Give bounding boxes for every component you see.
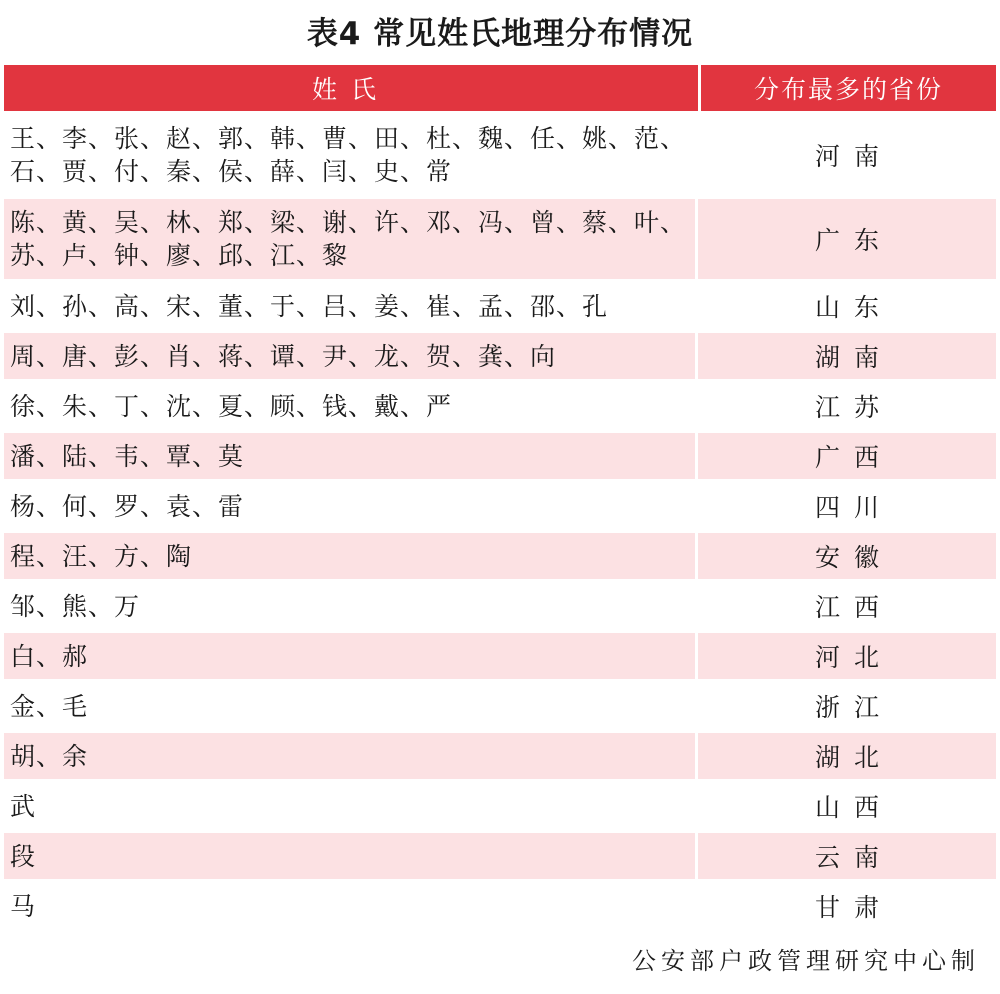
table-row	[4, 683, 996, 729]
table-title: 表4 常见姓氏地理分布情况	[306, 16, 694, 52]
province-cell: 湖南	[814, 343, 893, 372]
province-cell: 浙江	[814, 693, 893, 722]
table-row	[4, 199, 996, 279]
province-cell: 四川	[814, 493, 893, 522]
province-cell: 广东	[814, 226, 893, 255]
surnames-cell: 周、唐、彭、肖、蒋、谭、尹、龙、贺、龚、向	[4, 333, 698, 379]
surnames-cell: 白、郝	[4, 633, 698, 679]
province-cell: 河南	[814, 142, 893, 171]
province-cell: 江西	[814, 593, 893, 622]
province-cell: 广西	[814, 443, 893, 472]
surnames-cell: 邹、熊、万	[4, 583, 698, 629]
table-row	[4, 115, 996, 195]
surnames-cell: 刘、孙、高、宋、董、于、吕、姜、崔、孟、邵、孔	[4, 283, 698, 329]
header-surname: 姓氏	[4, 65, 701, 111]
surnames-cell: 徐、朱、丁、沈、夏、顾、钱、戴、严	[4, 383, 698, 429]
surnames-cell: 杨、何、罗、袁、雷	[4, 483, 698, 529]
table-header	[4, 65, 996, 111]
province-cell: 湖北	[814, 743, 893, 772]
table-row	[4, 833, 996, 879]
table-row	[4, 733, 996, 779]
province-cell: 江苏	[814, 393, 893, 422]
surnames-cell: 王、李、张、赵、郭、韩、曹、田、杜、魏、任、姚、范、石、贾、付、秦、侯、薛、闫、史、常	[4, 115, 698, 195]
table-row	[4, 383, 996, 429]
table-row	[4, 483, 996, 529]
table-row	[4, 783, 996, 829]
table-row	[4, 283, 996, 329]
province-cell: 甘肃	[814, 893, 893, 922]
province-cell: 山西	[814, 793, 893, 822]
surname-distribution-table	[4, 65, 996, 929]
province-cell: 云南	[814, 843, 893, 872]
surnames-cell: 潘、陆、韦、覃、莫	[4, 433, 698, 479]
surnames-cell: 武	[4, 783, 698, 829]
table-row	[4, 533, 996, 579]
table-row	[4, 333, 996, 379]
surnames-cell: 马	[4, 883, 698, 929]
header-province: 分布最多的省份	[753, 75, 943, 104]
surnames-cell: 陈、黄、吴、林、郑、梁、谢、许、邓、冯、曾、蔡、叶、苏、卢、钟、廖、邱、江、黎	[4, 199, 698, 279]
surnames-cell: 胡、余	[4, 733, 698, 779]
table-row	[4, 633, 996, 679]
table-row	[4, 583, 996, 629]
table-row	[4, 883, 996, 929]
surnames-cell: 程、汪、方、陶	[4, 533, 698, 579]
table-row	[4, 433, 996, 479]
surnames-cell: 段	[4, 833, 698, 879]
province-cell: 河北	[814, 643, 893, 672]
surnames-cell: 金、毛	[4, 683, 698, 729]
province-cell: 安徽	[814, 543, 893, 572]
province-cell: 山东	[814, 293, 893, 322]
source-credit: 公安部户政管理研究中心制	[632, 947, 980, 975]
